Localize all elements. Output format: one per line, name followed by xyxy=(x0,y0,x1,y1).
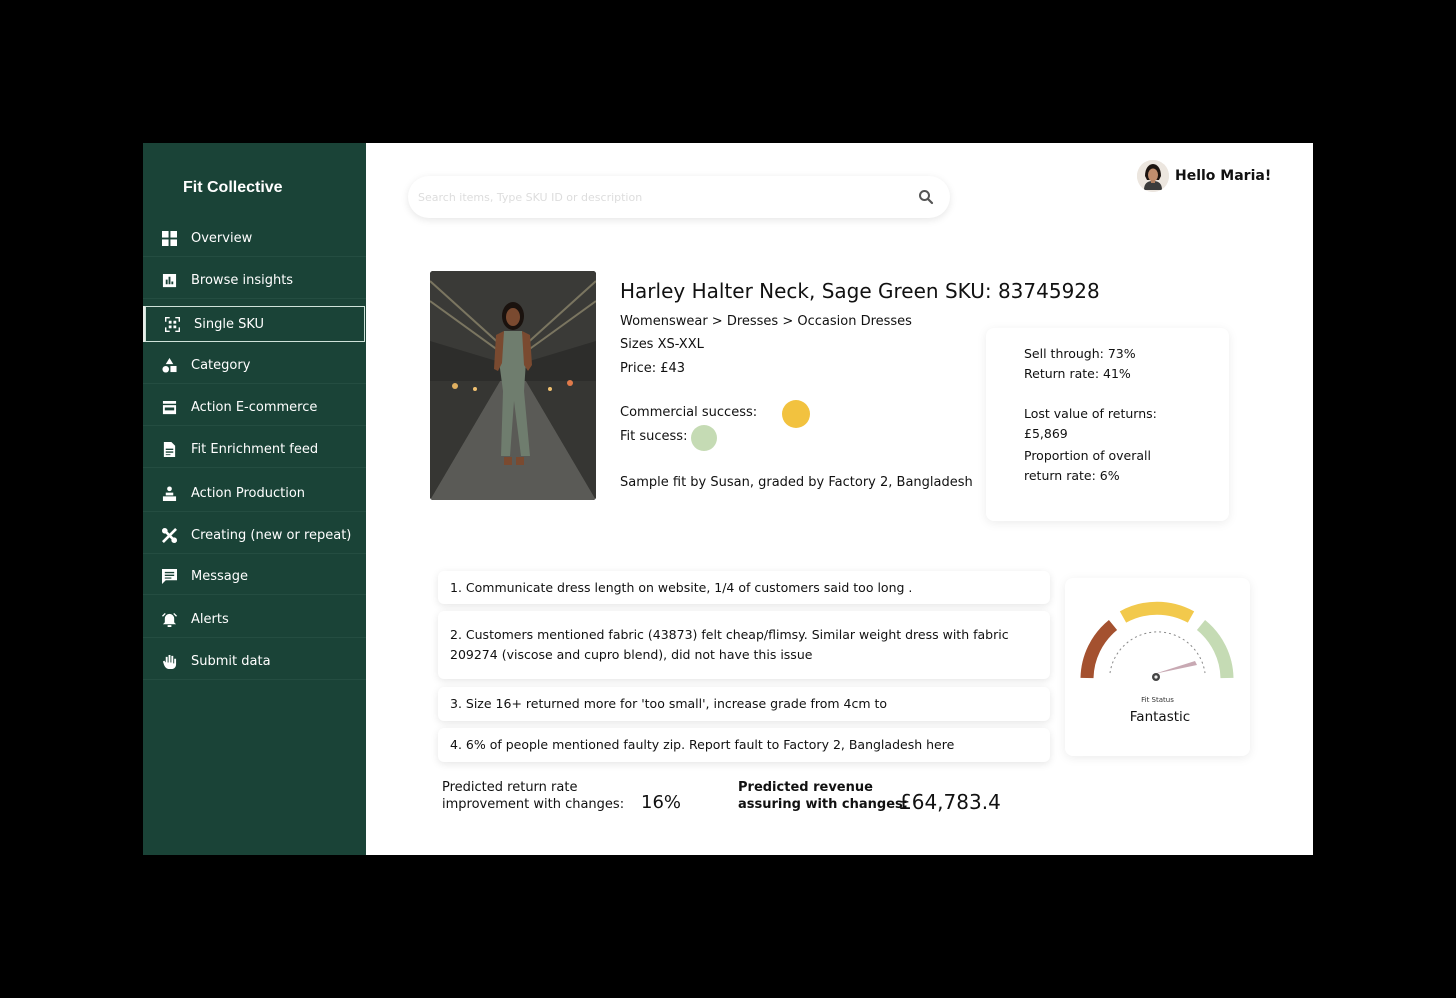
greeting-text: Hello Maria! xyxy=(1175,168,1272,184)
search-bar xyxy=(408,176,950,218)
predicted-return-rate-value: 16% xyxy=(641,792,682,813)
gauge-mid-segment xyxy=(1123,608,1191,617)
return-rate-stat: Return rate: 41% xyxy=(1024,366,1131,381)
hand-icon xyxy=(161,654,177,670)
sidebar-item-label: Browse insights xyxy=(191,273,294,288)
commercial-success-label: Commercial success: xyxy=(620,405,758,420)
predicted-return-rate-label xyxy=(442,779,624,813)
predicted-return-rate-label-line: Predicted return rate xyxy=(442,780,578,795)
sidebar-item-label: Category xyxy=(191,358,251,373)
predicted-revenue-label xyxy=(738,779,908,813)
document-icon xyxy=(161,442,177,458)
sidebar-item-label: Submit data xyxy=(191,654,271,669)
sidebar-item-submit-data[interactable] xyxy=(143,644,366,680)
product-image xyxy=(430,271,596,500)
sidebar-item-label: Alerts xyxy=(191,612,229,627)
gauge-high-segment xyxy=(1201,625,1227,678)
sample-fit-note: Sample fit by Susan, graded by Factory 2, Bangladesh xyxy=(620,475,973,490)
sidebar-item-label: Single SKU xyxy=(194,316,265,332)
recommendation-item[interactable]: 2. Customers mentioned fabric (43873) felt cheap/flimsy. Similar weight dress with fabric 209274 (viscose and cupro blend), did not have this issue xyxy=(438,611,1050,679)
proportion-stat: return rate: 6% xyxy=(1024,468,1120,483)
proportion-label: Proportion of overall xyxy=(1024,448,1151,463)
search-input[interactable] xyxy=(418,187,898,207)
recommendation-item[interactable]: 1. Communicate dress length on website, 1/4 of customers said too long . xyxy=(438,571,1050,604)
sidebar-item-action-ecommerce[interactable] xyxy=(143,390,366,426)
breadcrumb: Womenswear > Dresses > Occasion Dresses xyxy=(620,314,912,329)
qr-scan-icon xyxy=(164,316,180,332)
sidebar-item-browse-insights[interactable] xyxy=(143,263,366,299)
gauge-value: Fantastic xyxy=(1129,709,1191,725)
sell-through-stat: Sell through: 73% xyxy=(1024,346,1136,361)
sidebar-item-overview[interactable] xyxy=(143,221,366,257)
sidebar-item-label: Message xyxy=(191,569,248,584)
gauge-label: Fit Status xyxy=(1141,696,1174,704)
sidebar-item-action-production[interactable] xyxy=(143,476,366,512)
message-icon xyxy=(161,569,177,585)
predicted-revenue-label-line: assuring with changes: xyxy=(738,797,908,812)
sidebar-item-fit-enrichment-feed[interactable] xyxy=(143,432,366,468)
predicted-return-rate-label-line: improvement with changes: xyxy=(442,797,625,812)
grid-icon xyxy=(161,231,177,247)
fit-status-gauge xyxy=(1065,578,1250,756)
recommendation-item[interactable]: 4. 6% of people mentioned faulty zip. Report fault to Factory 2, Bangladesh here xyxy=(438,728,1050,762)
sidebar-item-label: Fit Enrichment feed xyxy=(191,442,319,457)
stats-card xyxy=(986,328,1229,521)
predicted-revenue-value: £64,783.4 xyxy=(899,790,1001,814)
app-window xyxy=(143,143,1313,855)
recommendation-item[interactable]: 3. Size 16+ returned more for 'too small', increase grade from 4cm to xyxy=(438,687,1050,721)
search-icon[interactable] xyxy=(918,189,934,205)
sidebar-item-message[interactable] xyxy=(143,559,366,595)
lost-value-stat: £5,869 xyxy=(1024,426,1068,441)
person-box-icon xyxy=(161,486,177,502)
fit-success-indicator xyxy=(691,425,717,451)
sidebar-item-category[interactable] xyxy=(143,348,366,384)
sidebar-item-single-sku[interactable] xyxy=(145,306,365,342)
product-title: Harley Halter Neck, Sage Green SKU: 83745928 xyxy=(620,279,1100,303)
gauge-low-segment xyxy=(1087,625,1113,678)
commercial-success-indicator xyxy=(782,400,810,428)
brand-logo[interactable]: Fit Collective xyxy=(183,179,283,196)
predicted-revenue-label-line: Predicted revenue xyxy=(738,780,873,795)
sidebar-item-alerts[interactable] xyxy=(143,602,366,638)
sidebar-item-label: Action Production xyxy=(191,486,306,501)
storefront-icon xyxy=(161,400,177,416)
sidebar-item-label: Action E-commerce xyxy=(191,400,318,415)
sidebar-item-creating[interactable] xyxy=(143,518,366,554)
gauge-needle xyxy=(1154,661,1197,674)
user-greeting xyxy=(1137,158,1271,194)
lost-value-label: Lost value of returns: xyxy=(1024,406,1157,421)
sidebar-item-label: Overview xyxy=(191,231,253,246)
shapes-icon xyxy=(161,358,177,374)
tools-icon xyxy=(161,528,177,544)
sidebar-item-label: Creating (new or repeat) xyxy=(191,528,352,543)
product-sizes: Sizes XS-XXL xyxy=(620,337,704,352)
avatar[interactable] xyxy=(1137,160,1169,192)
chart-icon xyxy=(161,273,177,289)
product-price: Price: £43 xyxy=(620,361,686,376)
alarm-icon xyxy=(161,612,177,628)
sidebar xyxy=(143,143,366,855)
fit-success-label: Fit sucess: xyxy=(620,429,688,444)
